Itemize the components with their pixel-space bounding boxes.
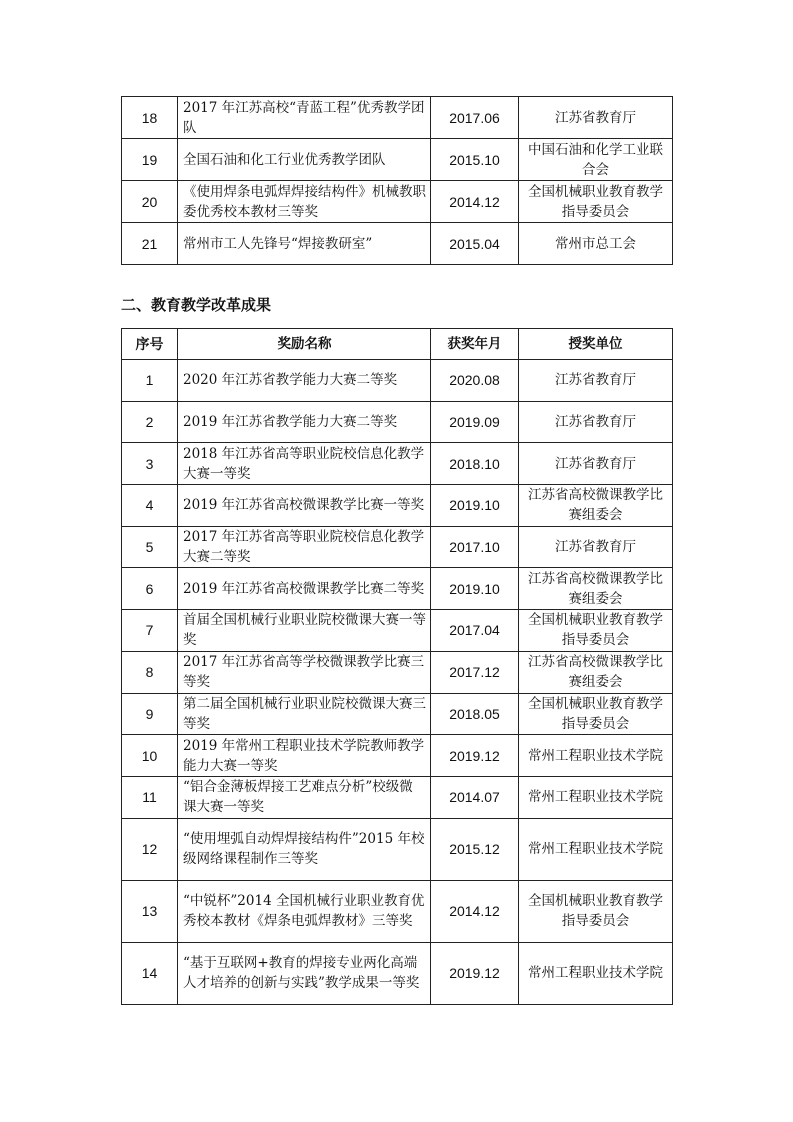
- table-row: [122, 818, 673, 880]
- award-unit: 江苏省教育厅: [519, 401, 673, 443]
- award-name: 首届全国机械行业职业院校微课大赛一等奖: [178, 610, 431, 652]
- table-row: [122, 401, 673, 443]
- award-name: 2017 年江苏省高等学校微课教学比赛三等奖: [178, 651, 431, 693]
- award-name: 第二届全国机械行业职业院校微课大赛三等奖: [178, 693, 431, 735]
- award-unit: 江苏省教育厅: [519, 526, 673, 568]
- award-date: 2018.10: [431, 443, 519, 485]
- row-number: 20: [122, 181, 178, 223]
- award-name: 2018 年江苏省高等职业院校信息化教学大赛一等奖: [178, 443, 431, 485]
- table-row: [122, 485, 673, 527]
- award-date: 2017.04: [431, 610, 519, 652]
- award-name: “中锐杯”2014 全国机械行业职业教育优秀校本教材《焊条电弧焊教材》三等奖: [178, 880, 431, 942]
- teaching-reform-awards-table: [121, 328, 673, 1005]
- award-date: 2020.08: [431, 360, 519, 402]
- award-name: 2019 年常州工程职业技术学院教师教学能力大赛一等奖: [178, 735, 431, 777]
- award-unit: 江苏省高校微课教学比赛组委会: [519, 485, 673, 527]
- award-name: “铝合金薄板焊接工艺难点分析”校级微课大赛一等奖: [178, 776, 431, 818]
- award-unit: 常州工程职业技术学院: [519, 818, 673, 880]
- table-header-row: [122, 329, 673, 360]
- table-row: [122, 880, 673, 942]
- award-name: 2017 年江苏省高等职业院校信息化教学大赛二等奖: [178, 526, 431, 568]
- award-name: 常州市工人先锋号“焊接教研室”: [178, 223, 431, 265]
- award-unit: 常州市总工会: [519, 223, 673, 265]
- award-unit: 全国机械职业教育教学指导委员会: [519, 610, 673, 652]
- award-name: “使用埋弧自动焊焊接结构件”2015 年校级网络课程制作三等奖: [178, 818, 431, 880]
- row-number: 4: [122, 485, 178, 527]
- award-name: 《使用焊条电弧焊焊接结构件》机械教职委优秀校本教材三等奖: [178, 181, 431, 223]
- award-unit: 江苏省教育厅: [519, 443, 673, 485]
- table-row: [122, 443, 673, 485]
- row-number: 14: [122, 942, 178, 1004]
- award-name: 2019 年江苏省高校微课教学比赛二等奖: [178, 568, 431, 610]
- award-date: 2018.05: [431, 693, 519, 735]
- award-unit: 江苏省教育厅: [519, 360, 673, 402]
- award-name: 2019 年江苏省教学能力大赛二等奖: [178, 401, 431, 443]
- header-no: 序号: [122, 329, 178, 360]
- award-date: 2014.12: [431, 880, 519, 942]
- row-number: 1: [122, 360, 178, 402]
- table-row: [122, 223, 673, 265]
- award-unit: 常州工程职业技术学院: [519, 776, 673, 818]
- row-number: 12: [122, 818, 178, 880]
- row-number: 19: [122, 139, 178, 181]
- award-unit: 全国机械职业教育教学指导委员会: [519, 181, 673, 223]
- award-date: 2014.12: [431, 181, 519, 223]
- section-heading: 二、教育教学改革成果: [121, 296, 272, 314]
- table-row: [122, 181, 673, 223]
- award-name: 2017 年江苏高校“青蓝工程”优秀教学团队: [178, 97, 431, 139]
- award-date: 2017.10: [431, 526, 519, 568]
- row-number: 5: [122, 526, 178, 568]
- award-date: 2019.10: [431, 485, 519, 527]
- award-date: 2019.10: [431, 568, 519, 610]
- row-number: 3: [122, 443, 178, 485]
- table-row: [122, 97, 673, 139]
- award-unit: 中国石油和化学工业联合会: [519, 139, 673, 181]
- table-row: [122, 942, 673, 1004]
- table-row: [122, 776, 673, 818]
- award-date: 2015.10: [431, 139, 519, 181]
- award-date: 2019.12: [431, 942, 519, 1004]
- award-name: 全国石油和化工行业优秀教学团队: [178, 139, 431, 181]
- award-unit: 江苏省教育厅: [519, 97, 673, 139]
- row-number: 18: [122, 97, 178, 139]
- award-date: 2015.12: [431, 818, 519, 880]
- award-name: 2020 年江苏省教学能力大赛二等奖: [178, 360, 431, 402]
- row-number: 9: [122, 693, 178, 735]
- table-row: [122, 526, 673, 568]
- row-number: 2: [122, 401, 178, 443]
- table-row: [122, 651, 673, 693]
- row-number: 6: [122, 568, 178, 610]
- table-row: [122, 139, 673, 181]
- table-row: [122, 610, 673, 652]
- award-unit: 常州工程职业技术学院: [519, 735, 673, 777]
- row-number: 11: [122, 776, 178, 818]
- row-number: 7: [122, 610, 178, 652]
- award-date: 2019.12: [431, 735, 519, 777]
- award-date: 2015.04: [431, 223, 519, 265]
- awards-table-continued: [121, 96, 673, 265]
- row-number: 13: [122, 880, 178, 942]
- table-row: [122, 735, 673, 777]
- header-award-name: 奖励名称: [178, 329, 431, 360]
- award-date: 2019.09: [431, 401, 519, 443]
- award-unit: 全国机械职业教育教学指导委员会: [519, 880, 673, 942]
- table-row: [122, 693, 673, 735]
- table-row: [122, 568, 673, 610]
- row-number: 8: [122, 651, 178, 693]
- award-date: 2017.06: [431, 97, 519, 139]
- award-date: 2014.07: [431, 776, 519, 818]
- header-award-unit: 授奖单位: [519, 329, 673, 360]
- award-unit: 全国机械职业教育教学指导委员会: [519, 693, 673, 735]
- award-unit: 江苏省高校微课教学比赛组委会: [519, 568, 673, 610]
- award-name: 2019 年江苏省高校微课教学比赛一等奖: [178, 485, 431, 527]
- award-unit: 常州工程职业技术学院: [519, 942, 673, 1004]
- row-number: 10: [122, 735, 178, 777]
- header-award-date: 获奖年月: [431, 329, 519, 360]
- award-unit: 江苏省高校微课教学比赛组委会: [519, 651, 673, 693]
- award-name: “基于互联网+教育的焊接专业两化高端人才培养的创新与实践”教学成果一等奖: [178, 942, 431, 1004]
- award-date: 2017.12: [431, 651, 519, 693]
- table-row: [122, 360, 673, 402]
- row-number: 21: [122, 223, 178, 265]
